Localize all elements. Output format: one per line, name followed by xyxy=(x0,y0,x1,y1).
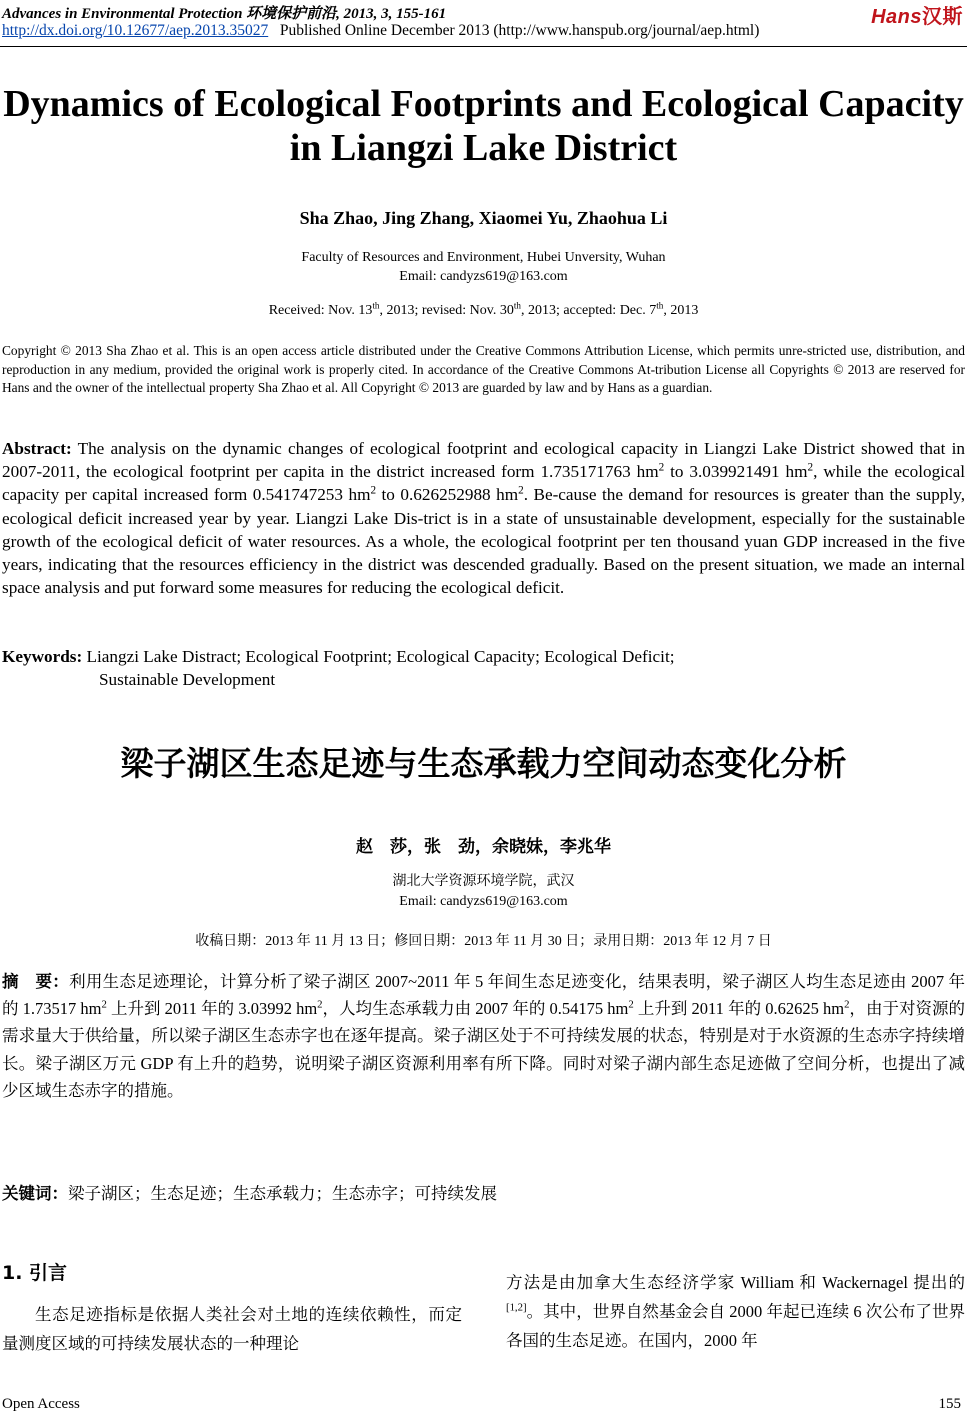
received-part: , 2013; accepted: Dec. 7 xyxy=(520,303,657,318)
copyright-notice: Copyright © 2013 Sha Zhao et al. This is an open access article distributed under the Creative Commons Attribution License, which permits unre-stricted use, distribution, and reproduction in any medium, provided the original work is properly cited. In accordance of the Creative Commons At-tribution License all Copyrights © 2013 are reserved for Hans and the owner of the intellectual property Sha Zhao et al. All Copyright © 2013 are guarded by law and by Hans as a guardian. xyxy=(2,343,965,395)
superscript: 2 xyxy=(370,484,377,497)
affiliation xyxy=(0,248,967,286)
chinese-affiliation-text: 湖北大学资源环境学院，武汉 xyxy=(392,874,575,889)
chinese-keywords-text: 梁子湖区；生态足迹；生态承载力；生态赤字；可持续发展 xyxy=(68,1184,497,1203)
page-number: 155 xyxy=(938,1396,961,1412)
keywords xyxy=(2,645,965,691)
paper-title: Dynamics of Ecological Footprints and Ecological Capacity in Liangzi Lake District xyxy=(3,83,964,169)
chinese-received-dates: 收稿日期：2013 年 11 月 13 日；修回日期：2013 年 11 月 30 日；录用日期：2013 年 12 月 7 日 xyxy=(195,934,772,949)
doi-link[interactable]: http://dx.doi.org/10.12677/aep.2013.35027 xyxy=(2,22,269,39)
hans-logo xyxy=(871,0,963,29)
abstract xyxy=(2,437,965,599)
keywords-line2: Sustainable Development xyxy=(99,670,276,689)
abstract-text: , while the ecological capacity per capital increased form 0.541747253 hm xyxy=(2,462,965,505)
abstract-text: to 3.039921491 hm xyxy=(664,462,808,482)
keywords-label: Keywords: xyxy=(2,647,83,666)
abstract-label: Abstract: xyxy=(2,439,72,458)
received-dates xyxy=(0,300,967,319)
chinese-title: 梁子湖区生态足迹与生态承载力空间动态变化分析 xyxy=(120,744,847,783)
received-sup: th xyxy=(372,300,380,311)
chinese-email: Email: candyzs619@163.com xyxy=(399,894,568,909)
keywords-line1: Liangzi Lake Distract; Ecological Footprint; Ecological Capacity; Ecological Deficit; xyxy=(82,647,675,666)
superscript: 2 xyxy=(844,998,850,1011)
section-heading: 1. 引言 xyxy=(2,1262,68,1284)
superscript: 2 xyxy=(101,998,107,1011)
received-part: Received: Nov. 13 xyxy=(268,303,373,318)
chinese-abstract-text: 上升到 2011 年的 3.03992 hm xyxy=(106,999,318,1019)
logo-latin: Hans xyxy=(871,6,922,28)
email: Email: candyzs619@163.com xyxy=(399,269,568,284)
chinese-keywords-label: 关键词： xyxy=(2,1184,68,1203)
chinese-keywords xyxy=(2,1180,965,1204)
chinese-abstract-text: ，由于对资源的需求量大于供给量，所以梁子湖区生态赤字也在逐年提高。梁子湖区处于不可持续发展的状态，特别是对于水资源的生态赤字持续增长。梁子湖区万元 GDP 有上升的趋势，说明梁子湖区资源利用率有所下降。同时对梁子湖内部生态足迹做了空间分析，也提出了减少区域生态赤字的措施。 xyxy=(2,999,965,1100)
superscript: 2 xyxy=(658,461,665,474)
superscript: 2 xyxy=(317,998,323,1011)
superscript: 2 xyxy=(518,484,524,497)
footer-open-access: Open Access xyxy=(2,1396,80,1412)
received-part: , 2013; revised: Nov. 30 xyxy=(379,303,514,318)
abstract-text: to 0.626252988 hm xyxy=(376,485,519,505)
body-text: 。其中，世界自然基金会自 2000 年起已连续 6 次公布了世界各国的生态足迹。在国内，2000 年 xyxy=(506,1302,965,1350)
received-sup: th xyxy=(513,300,521,311)
body-right-column xyxy=(506,1268,965,1355)
superscript: 2 xyxy=(628,998,634,1011)
chinese-abstract-text: ，人均生态承载力由 2007 年的 0.54175 hm xyxy=(322,999,629,1019)
abstract-text: . Be-cause the demand for resources is greater than the supply, ecological deficit increased year by year. Liangzi Lake Dis-trict is in a state of unsustainable development, especially for the sustainable growth of the ecological deficit of water resources. As a whole, the ecological footprint per ten thousand yuan GDP increased in the five years, indicating that the resources efficiency in the district was descended gradually. Based on the present situation, we made an internal space analysis and put forward some measures for reducing the ecological deficit. xyxy=(2,485,965,598)
abstract-text: The analysis on the dynamic changes of ecological footprint and ecological capacity in Liangzi Lake District showed that in 2007-2011, the ecological footprint per capita in the district increased form 1.735171763 hm xyxy=(2,439,965,482)
body-left-column: 生态足迹指标是依据人类社会对土地的连续依赖性，而定量测度区域的可持续发展状态的一种理论 xyxy=(2,1305,462,1353)
journal-header: Advances in Environmental Protection 环境保护前沿, 2013, 3, 155-161 xyxy=(2,6,447,22)
superscript: 2 xyxy=(807,461,814,474)
body-text: 方法是由加拿大生态经济学家 William 和 Wackernagel 提出的 xyxy=(506,1273,965,1292)
chinese-authors: 赵 莎，张 劲，余晓妹，李兆华 xyxy=(356,837,611,856)
chinese-abstract-text: 利用生态足迹理论，计算分析了梁子湖区 2007~2011 年 5 年间生态足迹变化，结果表明，梁子湖区人均生态足迹由 2007 年的 1.73517 hm xyxy=(2,972,965,1019)
header-rule xyxy=(0,46,967,47)
doi-line xyxy=(2,22,759,40)
chinese-abstract-label: 摘 要： xyxy=(2,972,70,991)
affiliation-text: Faculty of Resources and Environment, Hubei Unversity, Wuhan xyxy=(301,250,666,265)
chinese-affiliation xyxy=(0,872,967,912)
chinese-abstract-text: 上升到 2011 年的 0.62625 hm xyxy=(633,999,845,1019)
citation: [1,2] xyxy=(506,1301,527,1314)
received-sup: th xyxy=(656,300,664,311)
author-list: Sha Zhao, Jing Zhang, Xiaomei Yu, Zhaohua Li xyxy=(299,208,668,228)
published-online: Published Online December 2013 (http://www.hanspub.org/journal/aep.html) xyxy=(279,22,760,39)
logo-cn: 汉斯 xyxy=(922,6,963,28)
chinese-abstract xyxy=(2,968,965,1104)
received-part: , 2013 xyxy=(663,303,699,318)
